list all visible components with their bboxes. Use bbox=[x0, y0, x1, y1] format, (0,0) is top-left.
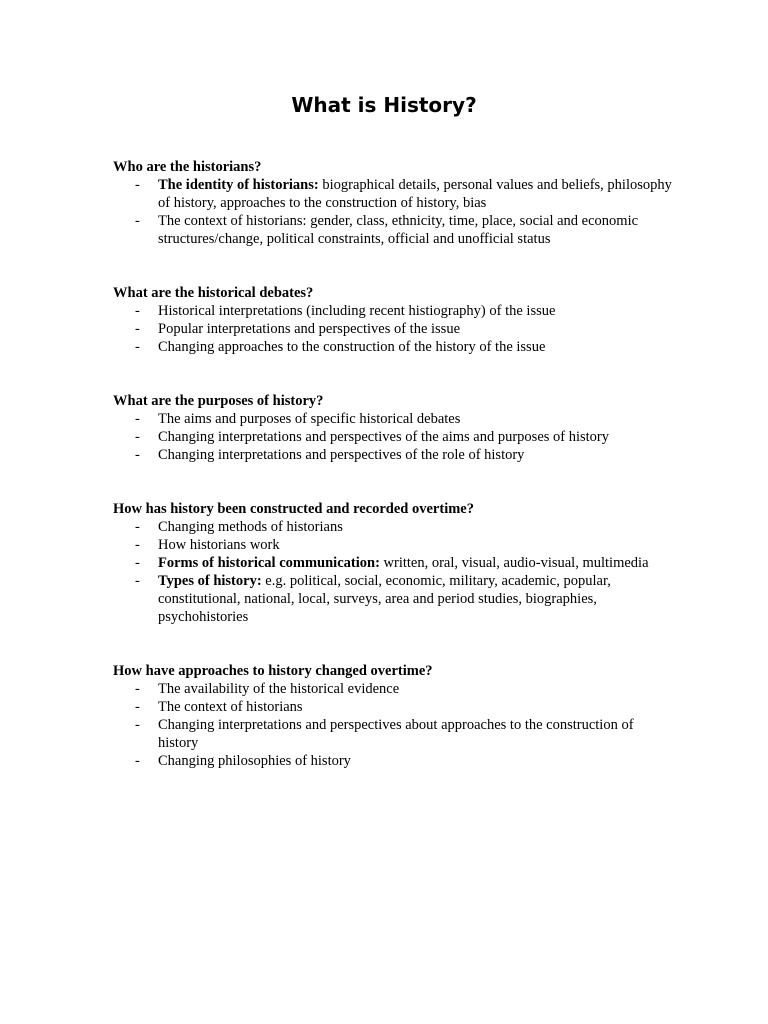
item-lead: Types of history: bbox=[158, 573, 262, 589]
dash-bullet: - bbox=[135, 321, 140, 337]
item-text: The context of historians: gender, class, ethnicity, time, place, social and economic structures/change, political constraints, official and unofficial status bbox=[158, 213, 639, 247]
list-item bbox=[113, 716, 673, 752]
dash-bullet: - bbox=[135, 537, 140, 553]
list-item bbox=[113, 446, 673, 464]
item-text: biographical details, personal values and beliefs, philosophy of history, approaches to the construction of history, bias bbox=[158, 177, 672, 211]
dash-bullet: - bbox=[135, 573, 140, 589]
dash-bullet: - bbox=[135, 177, 140, 193]
section bbox=[113, 392, 673, 464]
list-item bbox=[113, 536, 673, 554]
bullet-list bbox=[113, 176, 673, 248]
section bbox=[113, 662, 673, 770]
dash-bullet: - bbox=[135, 411, 140, 427]
item-text: Popular interpretations and perspectives of the issue bbox=[158, 321, 461, 337]
section-heading: What are the purposes of history? bbox=[113, 393, 324, 409]
dash-bullet: - bbox=[135, 717, 140, 733]
dash-bullet: - bbox=[135, 339, 140, 355]
dash-bullet: - bbox=[135, 681, 140, 697]
item-text: Changing interpretations and perspectives of the role of history bbox=[158, 447, 525, 463]
dash-bullet: - bbox=[135, 213, 140, 229]
item-text: Changing approaches to the construction of the history of the issue bbox=[158, 339, 546, 355]
list-item bbox=[113, 518, 673, 536]
list-item bbox=[113, 302, 673, 320]
section-heading: How have approaches to history changed overtime? bbox=[113, 663, 433, 679]
list-item bbox=[113, 410, 673, 428]
item-lead: The identity of historians: bbox=[158, 177, 319, 193]
dash-bullet: - bbox=[135, 699, 140, 715]
bullet-list bbox=[113, 302, 673, 356]
list-item bbox=[113, 428, 673, 446]
document-body bbox=[113, 158, 673, 806]
page-title: What is History? bbox=[291, 93, 477, 117]
dash-bullet: - bbox=[135, 303, 140, 319]
item-text: Historical interpretations (including recent histiography) of the issue bbox=[158, 303, 556, 319]
dash-bullet: - bbox=[135, 447, 140, 463]
section bbox=[113, 284, 673, 356]
list-item bbox=[113, 572, 673, 626]
item-text: How historians work bbox=[158, 537, 280, 553]
item-text: written, oral, visual, audio-visual, multimedia bbox=[379, 555, 649, 571]
list-item bbox=[113, 680, 673, 698]
item-text: Changing philosophies of history bbox=[158, 753, 351, 769]
list-item bbox=[113, 176, 673, 212]
item-text: The aims and purposes of specific historical debates bbox=[158, 411, 461, 427]
item-text: Changing interpretations and perspectives of the aims and purposes of history bbox=[158, 429, 610, 445]
bullet-list bbox=[113, 410, 673, 464]
item-text: Changing methods of historians bbox=[158, 519, 343, 535]
section-heading: How has history been constructed and recorded overtime? bbox=[113, 501, 474, 517]
list-item bbox=[113, 212, 673, 248]
item-lead: Forms of historical communication: bbox=[158, 555, 380, 571]
dash-bullet: - bbox=[135, 519, 140, 535]
item-text: The availability of the historical evidence bbox=[158, 681, 400, 697]
dash-bullet: - bbox=[135, 555, 140, 571]
item-text: Changing interpretations and perspectives about approaches to the construction of history bbox=[158, 717, 634, 751]
section bbox=[113, 500, 673, 626]
dash-bullet: - bbox=[135, 429, 140, 445]
section-heading: Who are the historians? bbox=[113, 159, 262, 175]
list-item bbox=[113, 338, 673, 356]
bullet-list bbox=[113, 518, 673, 626]
list-item bbox=[113, 698, 673, 716]
list-item bbox=[113, 554, 673, 572]
section bbox=[113, 158, 673, 248]
bullet-list bbox=[113, 680, 673, 770]
item-text: The context of historians bbox=[158, 699, 303, 715]
item-text: e.g. political, social, economic, military, academic, popular, constitutional, national, local, surveys, area and period studies, biographies, psychohistories bbox=[158, 573, 611, 625]
dash-bullet: - bbox=[135, 753, 140, 769]
section-heading: What are the historical debates? bbox=[113, 285, 314, 301]
list-item bbox=[113, 320, 673, 338]
list-item bbox=[113, 752, 673, 770]
